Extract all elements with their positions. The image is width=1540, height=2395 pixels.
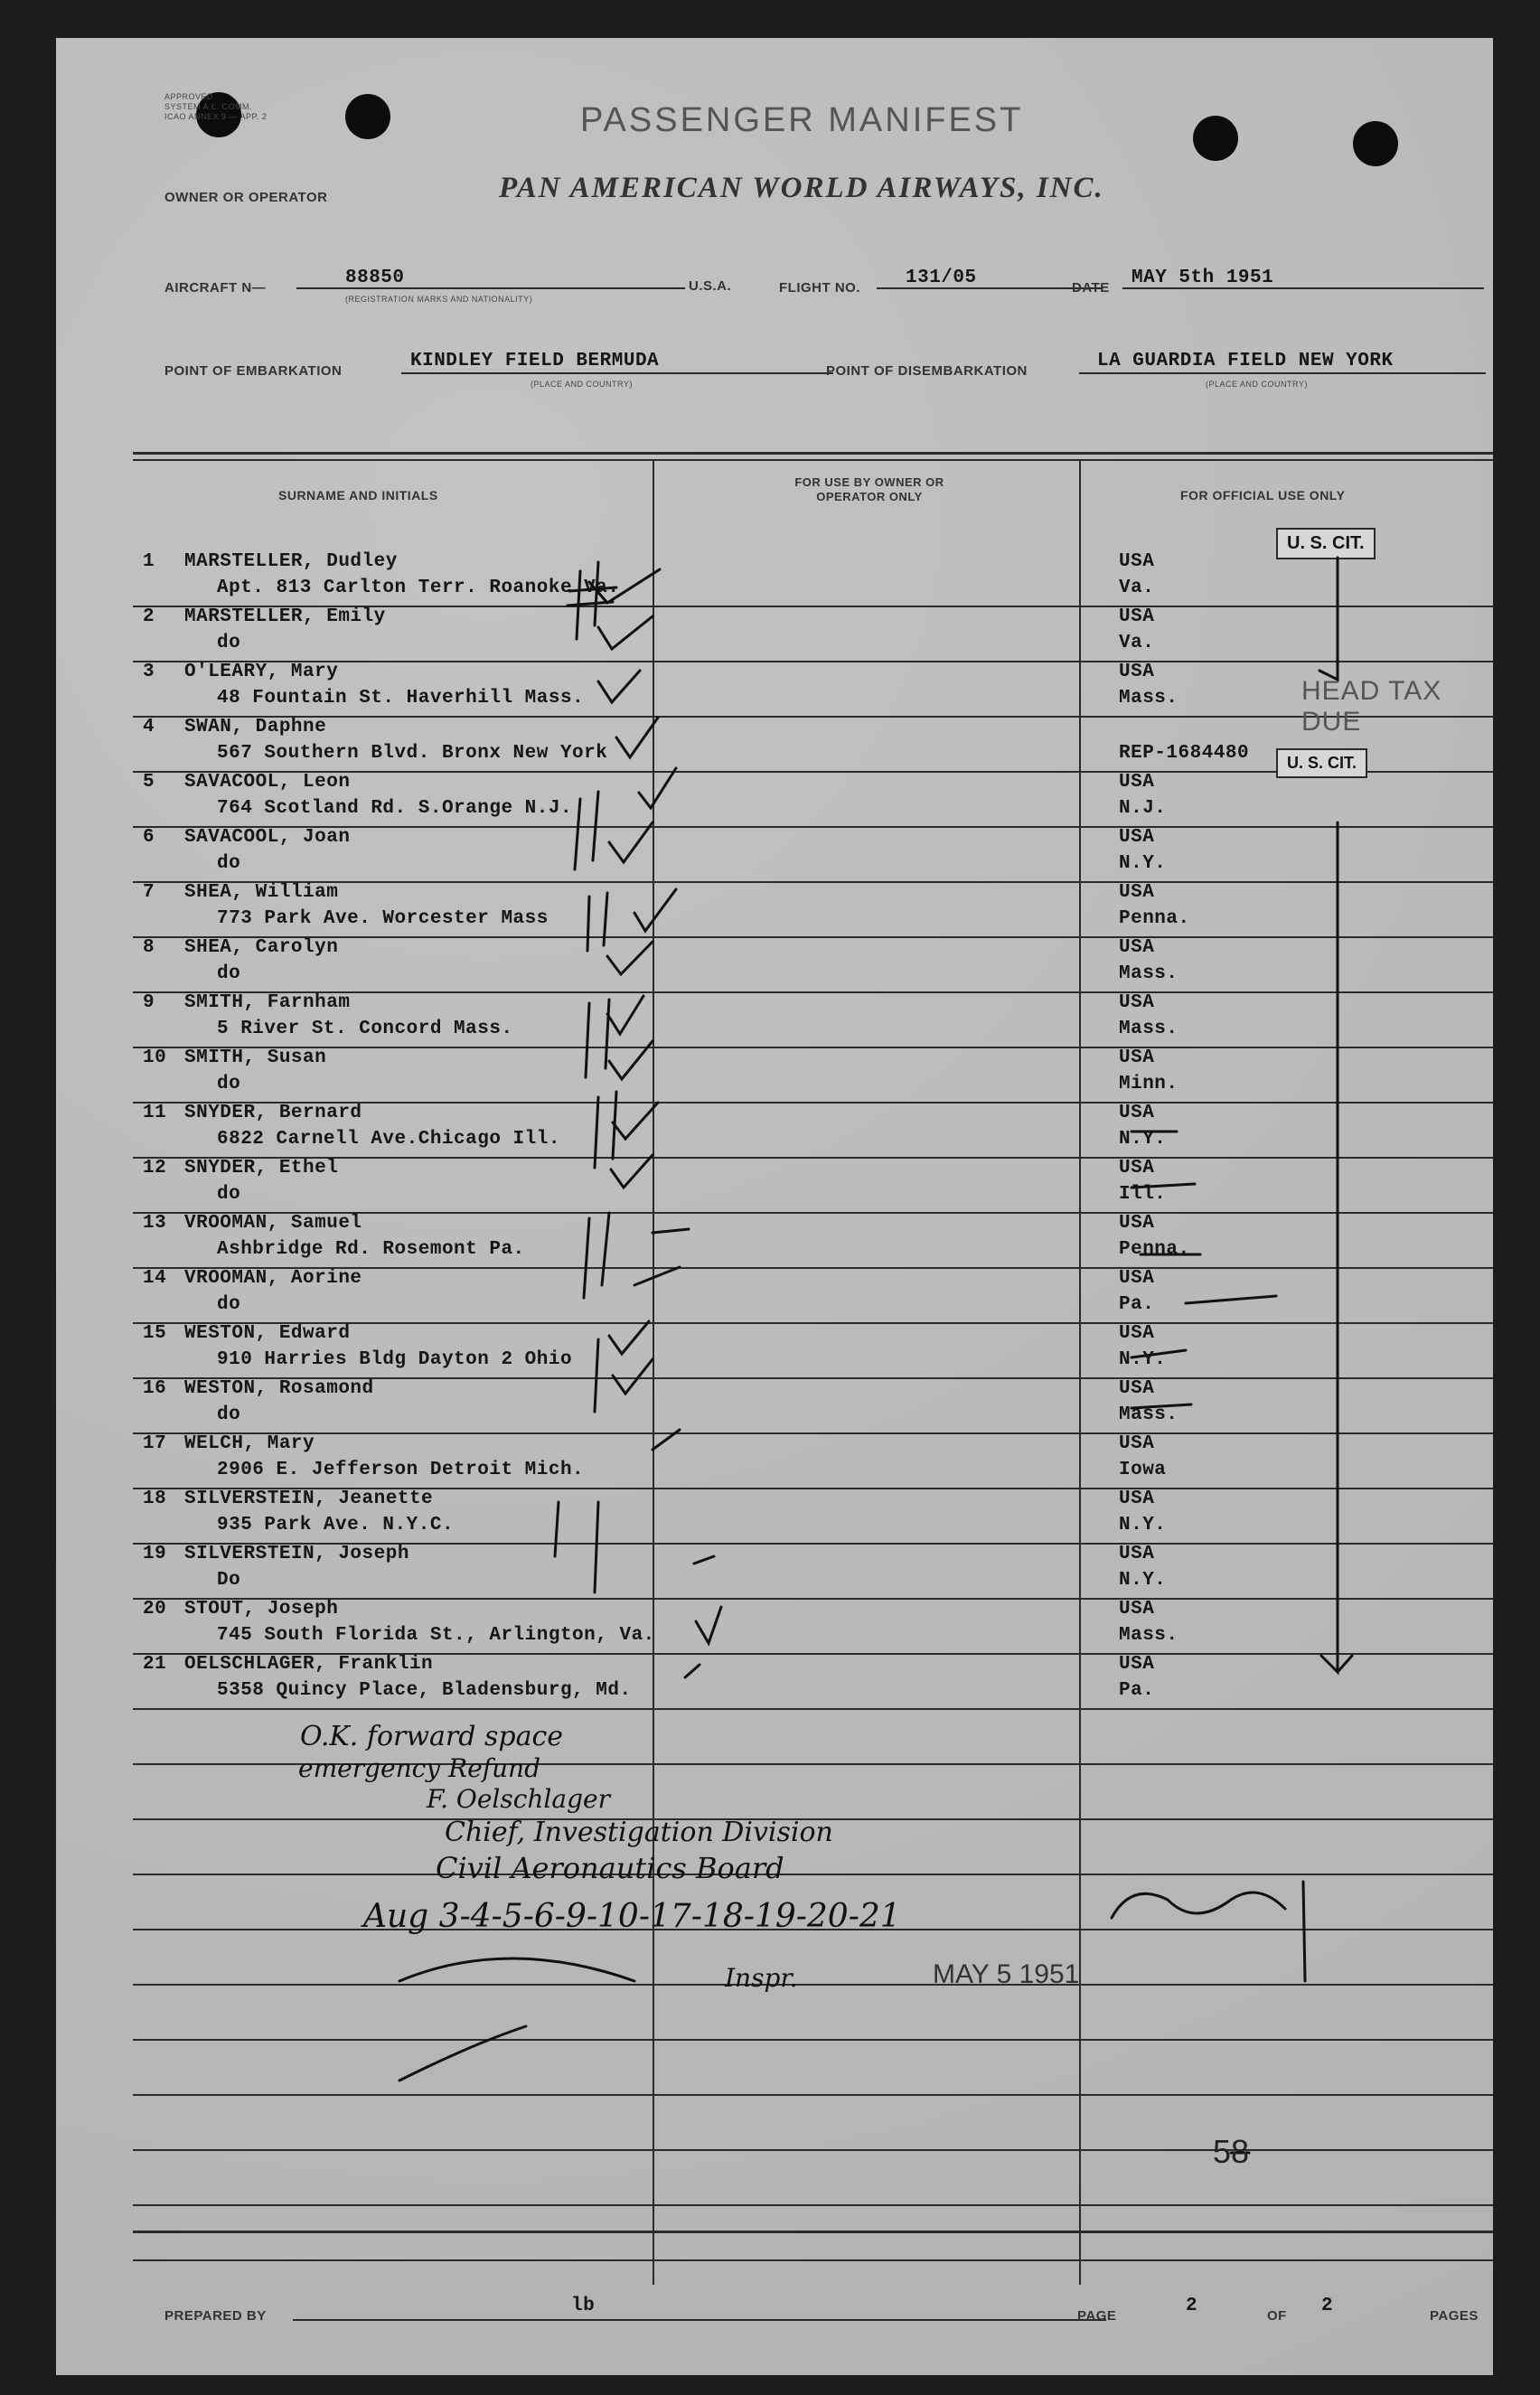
passenger-address: 48 Fountain St. Haverhill Mass. [217, 688, 585, 709]
official-state: Pa. [1119, 1294, 1155, 1315]
official-citizenship: USA [1119, 937, 1155, 958]
passenger-name: SILVERSTEIN, Joseph [184, 1544, 409, 1564]
passenger-address: do [217, 1404, 241, 1425]
passenger-number: 8 [143, 937, 155, 958]
passenger-number: 17 [143, 1433, 167, 1454]
passenger-name: SNYDER, Ethel [184, 1158, 339, 1179]
passenger-address: do [217, 963, 241, 984]
official-state: N.Y. [1119, 853, 1167, 874]
embarkation-value: KINDLEY FIELD BERMUDA [410, 351, 660, 371]
passenger-address: 567 Southern Blvd. Bronx New York [217, 743, 608, 764]
form-ref-line: APPROVED [164, 92, 214, 101]
passenger-address: do [217, 1184, 241, 1205]
passenger-name: SAVACOOL, Joan [184, 827, 351, 848]
handwritten-marks [56, 38, 1493, 2375]
official-citizenship: USA [1119, 1103, 1155, 1123]
aircraft-number: 88850 [345, 268, 405, 288]
passenger-number: 20 [143, 1599, 167, 1620]
passenger-number: 4 [143, 717, 155, 737]
official-citizenship: USA [1119, 1489, 1155, 1509]
official-citizenship: USA [1119, 662, 1155, 682]
official-state: Mass. [1119, 963, 1178, 984]
country-label: U.S.A. [689, 278, 732, 294]
passenger-number: 21 [143, 1654, 167, 1675]
handwritten-note: Chief, Investigation Division [445, 1817, 833, 1848]
disembarkation-value: LA GUARDIA FIELD NEW YORK [1097, 351, 1394, 371]
page-number: 2 [1186, 2296, 1198, 2316]
passenger-number: 5 [143, 772, 155, 793]
passenger-name: VROOMAN, Samuel [184, 1213, 362, 1234]
passenger-address: Do [217, 1570, 241, 1591]
passenger-address: 5358 Quincy Place, Bladensburg, Md. [217, 1680, 632, 1701]
passenger-name: WELCH, Mary [184, 1433, 315, 1454]
official-citizenship: USA [1119, 1544, 1155, 1564]
official-citizenship: USA [1119, 992, 1155, 1013]
official-citizenship: USA [1119, 1599, 1155, 1620]
official-citizenship: USA [1119, 1158, 1155, 1179]
passenger-name: WESTON, Edward [184, 1323, 351, 1344]
form-ref-line: SYSTEM A.L. COMM. [164, 102, 253, 111]
passenger-address: 745 South Florida St., Arlington, Va. [217, 1625, 655, 1646]
form-ref-line: ICAO ANNEX 9 — APP. 2 [164, 112, 268, 121]
passenger-name: SAVACOOL, Leon [184, 772, 351, 793]
passenger-name: SHEA, Carolyn [184, 937, 339, 958]
official-citizenship: USA [1119, 1654, 1155, 1675]
passenger-number: 2 [143, 606, 155, 627]
official-state: Ill. [1119, 1184, 1167, 1205]
official-state: Mass. [1119, 688, 1178, 709]
passenger-number: 10 [143, 1047, 167, 1068]
passenger-number: 6 [143, 827, 155, 848]
passenger-address: 5 River St. Concord Mass. [217, 1019, 513, 1039]
page-total: 2 [1321, 2296, 1334, 2316]
operator-label: OWNER OR OPERATOR [164, 190, 328, 205]
us-citizen-stamp: U. S. CIT. [1276, 748, 1367, 778]
passenger-number: 11 [143, 1103, 167, 1123]
date-stamp: MAY 5 1951 [933, 1959, 1080, 1989]
passenger-number: 19 [143, 1544, 167, 1564]
prepared-by-value: lb [571, 2296, 596, 2316]
official-citizenship: USA [1119, 772, 1155, 793]
official-citizenship: USA [1119, 551, 1155, 572]
handwritten-note: Aug 3-4-5-6-9-10-17-18-19-20-21 [363, 1898, 901, 1935]
official-state: Iowa [1119, 1460, 1167, 1480]
us-citizen-stamp: U. S. CIT. [1276, 528, 1376, 559]
official-state: N.Y. [1119, 1515, 1167, 1536]
column-header-owner: FOR USE BY OWNER OR OPERATOR ONLY [794, 475, 944, 503]
aircraft-sublabel: (REGISTRATION MARKS AND NATIONALITY) [345, 295, 533, 304]
passenger-address: do [217, 1294, 241, 1315]
official-citizenship: USA [1119, 606, 1155, 627]
aircraft-label: AIRCRAFT N— [164, 280, 267, 296]
handwritten-note: emergency Refund [298, 1753, 541, 1783]
official-citizenship: USA [1119, 827, 1155, 848]
page-mark: 58 [1213, 2133, 1250, 2170]
embarkation-sublabel: (PLACE AND COUNTRY) [531, 380, 633, 389]
official-state: Penna. [1119, 908, 1190, 929]
passenger-address: 935 Park Ave. N.Y.C. [217, 1515, 455, 1536]
passenger-number: 3 [143, 662, 155, 682]
disembarkation-sublabel: (PLACE AND COUNTRY) [1206, 380, 1308, 389]
official-citizenship: USA [1119, 1268, 1155, 1289]
passenger-number: 15 [143, 1323, 167, 1344]
embarkation-label: POINT OF EMBARKATION [164, 363, 343, 379]
passenger-address: 6822 Carnell Ave.Chicago Ill. [217, 1129, 560, 1150]
passenger-name: SMITH, Susan [184, 1047, 327, 1068]
official-state: Va. [1119, 578, 1155, 598]
passenger-number: 9 [143, 992, 155, 1013]
passenger-address: 2906 E. Jefferson Detroit Mich. [217, 1460, 585, 1480]
passenger-number: 13 [143, 1213, 167, 1234]
pages-label: PAGES [1430, 2308, 1479, 2324]
official-state: Pa. [1119, 1680, 1155, 1701]
passenger-address: 773 Park Ave. Worcester Mass [217, 908, 549, 929]
passenger-address: do [217, 1074, 241, 1094]
official-state: Minn. [1119, 1074, 1178, 1094]
passenger-number: 18 [143, 1489, 167, 1509]
passenger-name: OELSCHLAGER, Franklin [184, 1654, 434, 1675]
official-state: REP-1684480 [1119, 743, 1250, 764]
official-state: N.J. [1119, 798, 1167, 819]
page-label: PAGE [1077, 2308, 1117, 2324]
passenger-name: MARSTELLER, Dudley [184, 551, 398, 572]
official-state: N.Y. [1119, 1570, 1167, 1591]
official-state: Mass. [1119, 1019, 1178, 1039]
official-state: Va. [1119, 633, 1155, 653]
passenger-number: 14 [143, 1268, 167, 1289]
passenger-name: STOUT, Joseph [184, 1599, 339, 1620]
flight-label: FLIGHT NO. [779, 280, 860, 296]
operator-name: PAN AMERICAN WORLD AIRWAYS, INC. [499, 172, 1104, 204]
of-label: OF [1267, 2308, 1287, 2324]
manifest-sheet [56, 38, 1493, 2375]
passenger-name: SNYDER, Bernard [184, 1103, 362, 1123]
passenger-address: 764 Scotland Rd. S.Orange N.J. [217, 798, 573, 819]
official-citizenship: USA [1119, 1378, 1155, 1399]
passenger-address: Ashbridge Rd. Rosemont Pa. [217, 1239, 525, 1260]
handwritten-note: Inspr. [725, 1963, 798, 1993]
passenger-name: SHEA, William [184, 882, 339, 903]
passenger-name: SMITH, Farnham [184, 992, 351, 1013]
passenger-number: 1 [143, 551, 155, 572]
official-citizenship: USA [1119, 1433, 1155, 1454]
passenger-address: do [217, 853, 241, 874]
column-header-official: FOR OFFICIAL USE ONLY [1180, 488, 1346, 502]
disembarkation-label: POINT OF DISEMBARKATION [826, 363, 1028, 379]
official-state: Mass. [1119, 1404, 1178, 1425]
passenger-number: 12 [143, 1158, 167, 1179]
official-citizenship: USA [1119, 1047, 1155, 1068]
prepared-by-label: PREPARED BY [164, 2308, 267, 2324]
official-state: Penna. [1119, 1239, 1190, 1260]
passenger-address: 910 Harries Bldg Dayton 2 Ohio [217, 1349, 573, 1370]
flight-date: MAY 5th 1951 [1132, 268, 1274, 288]
passenger-address: Apt. 813 Carlton Terr. Roanoke Va. [217, 578, 620, 598]
flight-number: 131/05 [906, 268, 977, 288]
passenger-name: MARSTELLER, Emily [184, 606, 386, 627]
passenger-name: VROOMAN, Aorine [184, 1268, 362, 1289]
form-title: PASSENGER MANIFEST [580, 101, 1024, 139]
handwritten-note: O.K. forward space [300, 1721, 564, 1752]
passenger-name: WESTON, Rosamond [184, 1378, 374, 1399]
passenger-number: 7 [143, 882, 155, 903]
official-state: N.Y. [1119, 1129, 1167, 1150]
column-header-surname: SURNAME AND INITIALS [278, 488, 438, 502]
handwritten-signature: F. Oelschlager [427, 1784, 610, 1814]
passenger-address: do [217, 633, 241, 653]
official-citizenship: USA [1119, 1323, 1155, 1344]
passenger-name: O'LEARY, Mary [184, 662, 339, 682]
official-state: Mass. [1119, 1625, 1178, 1646]
official-citizenship: USA [1119, 1213, 1155, 1234]
handwritten-note: Civil Aeronautics Board [436, 1851, 784, 1885]
head-tax-stamp: HEAD TAX DUE [1301, 676, 1442, 737]
official-citizenship: USA [1119, 882, 1155, 903]
date-label: DATE [1072, 280, 1110, 296]
passenger-name: SWAN, Daphne [184, 717, 327, 737]
passenger-name: SILVERSTEIN, Jeanette [184, 1489, 434, 1509]
passenger-number: 16 [143, 1378, 167, 1399]
official-state: N.Y. [1119, 1349, 1167, 1370]
